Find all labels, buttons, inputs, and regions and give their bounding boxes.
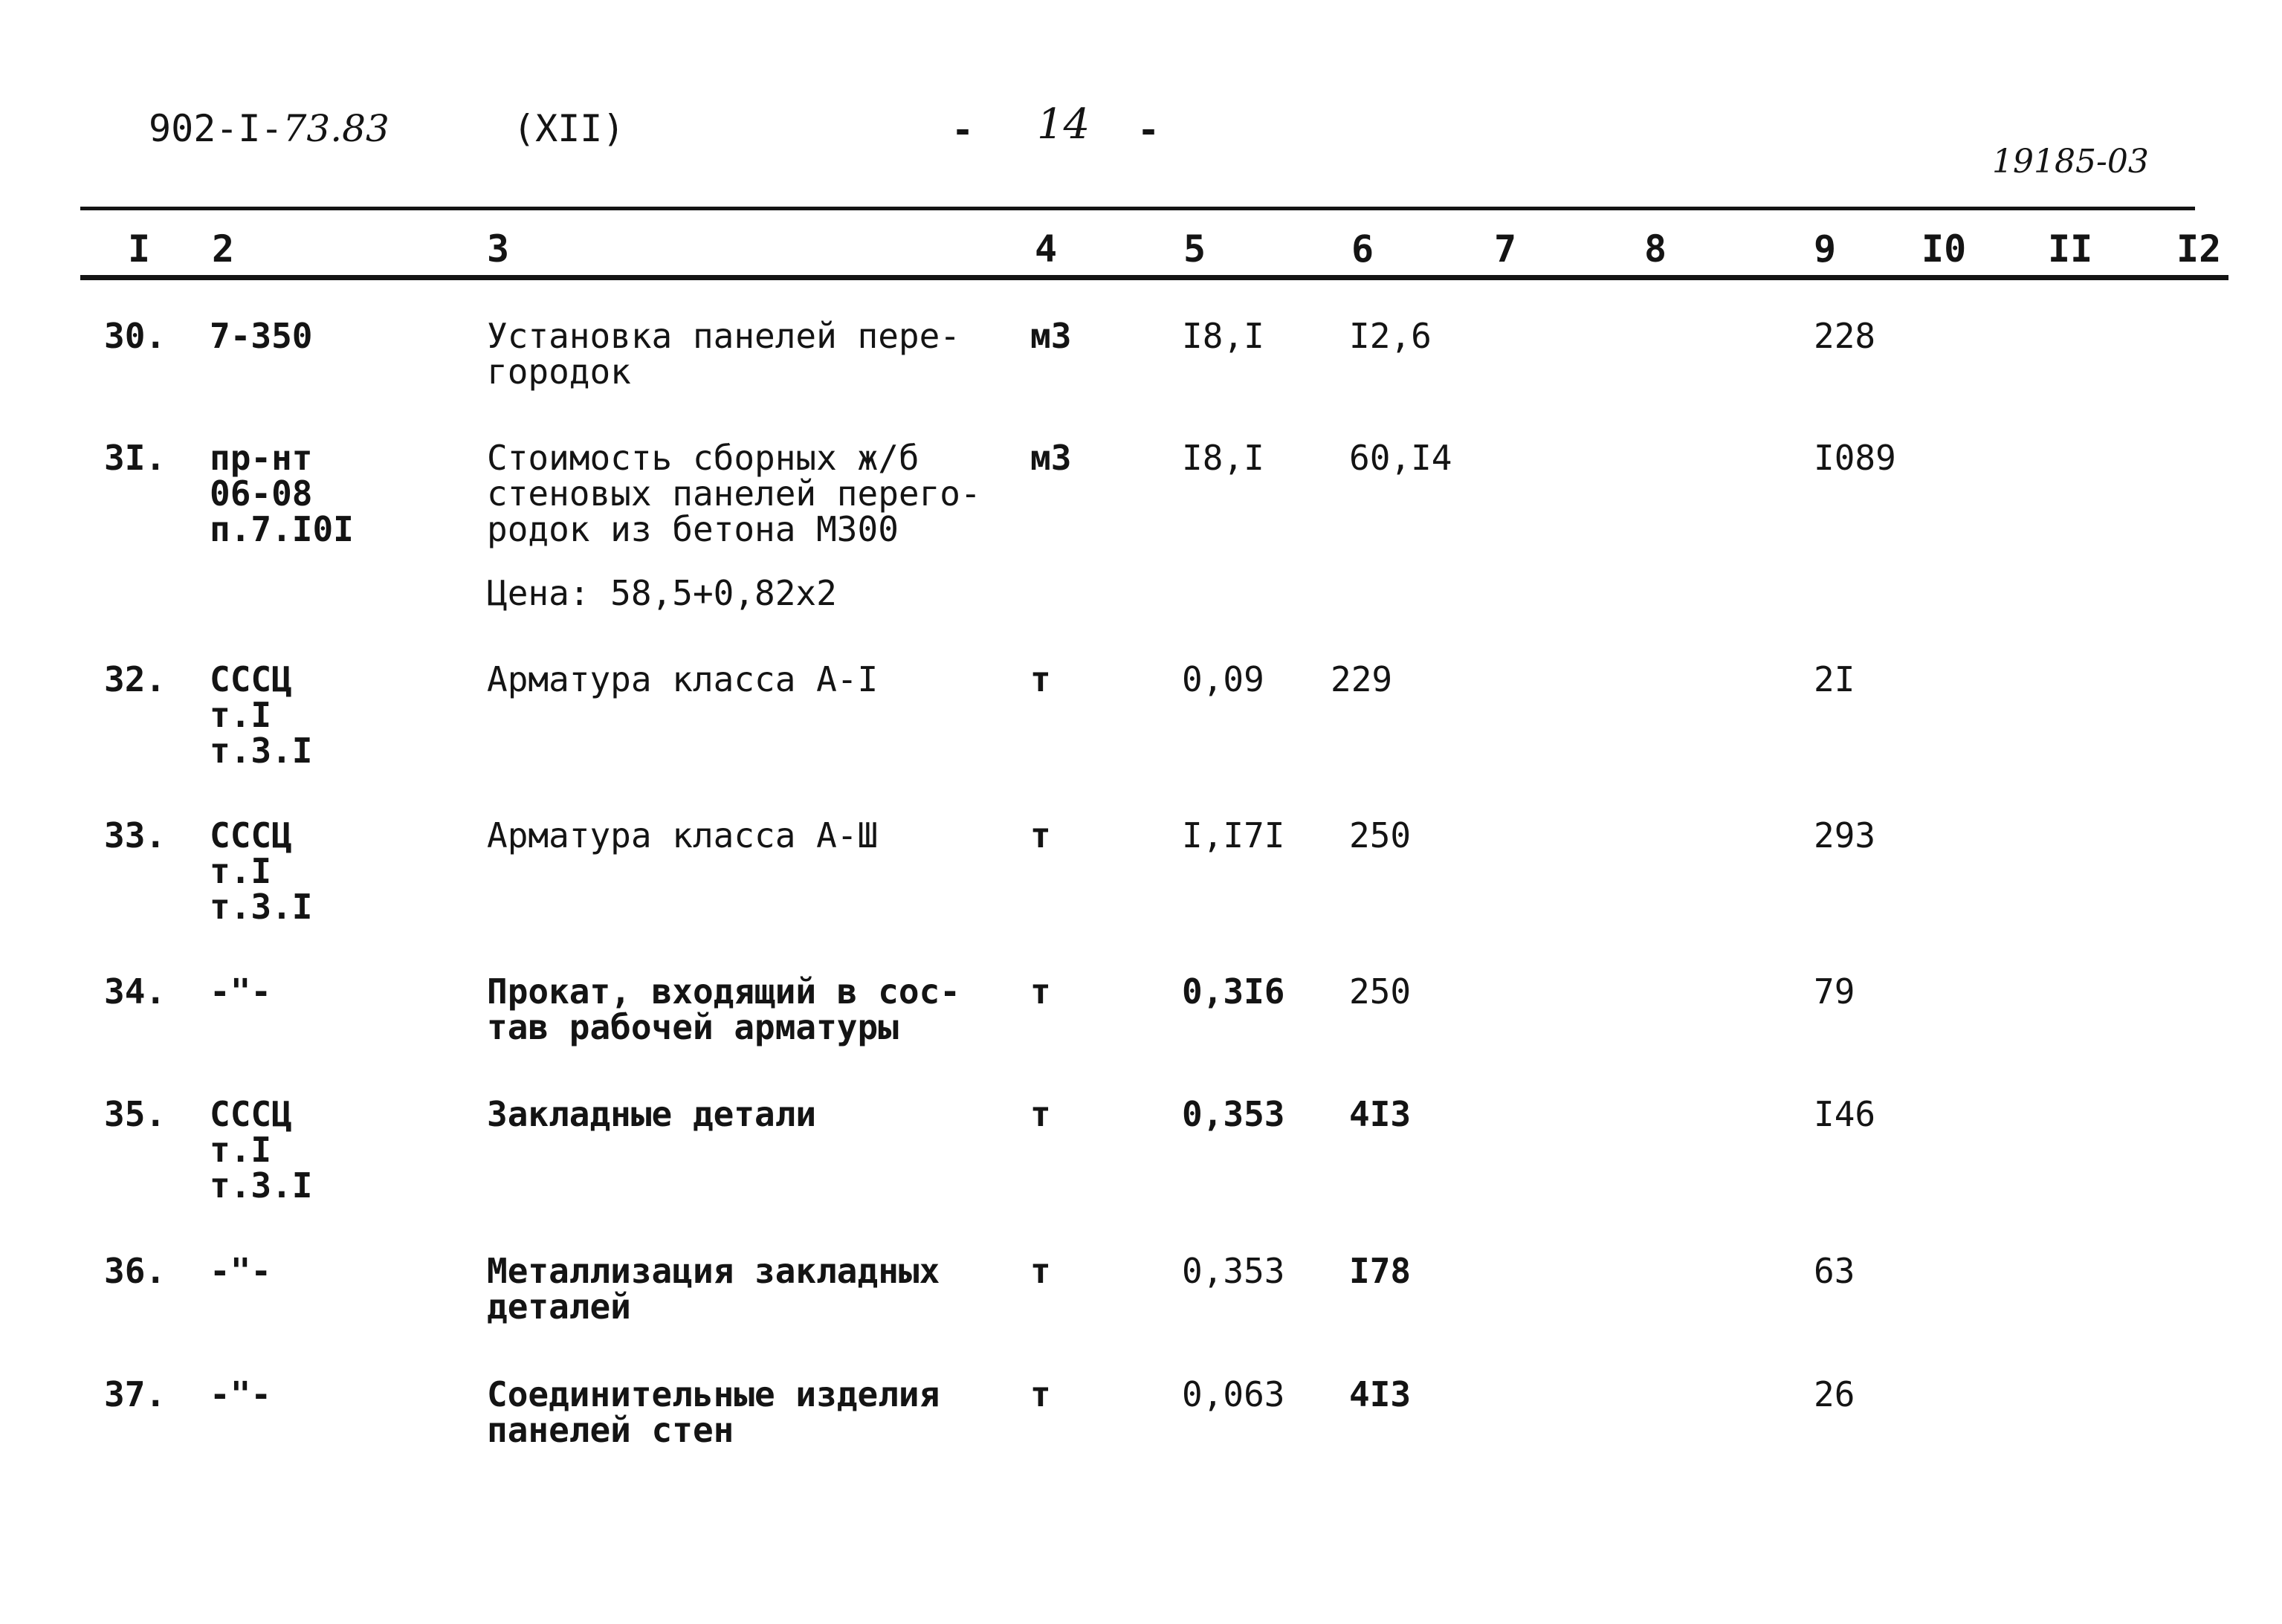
quantity: 0,063: [1182, 1374, 1285, 1414]
unit: м3: [1030, 316, 1072, 356]
price-note: Цена: 58,5+0,82х2: [487, 573, 837, 613]
quantity: 0,353: [1182, 1251, 1285, 1291]
unit: т: [1030, 815, 1051, 855]
column-header-rule: [80, 275, 2228, 280]
work-description: Соединительные изделия панелей стен: [487, 1374, 940, 1450]
quantity: I8,I: [1182, 438, 1264, 478]
row-number: 37.: [104, 1374, 167, 1414]
total-cost: 293: [1814, 815, 1876, 855]
norm-code: 7-350: [210, 316, 313, 356]
unit-price: 4I3: [1349, 1374, 1412, 1414]
row-number: 3I.: [104, 438, 167, 478]
total-cost: 2I: [1814, 659, 1855, 699]
work-description: Арматура класса А-I: [487, 659, 879, 699]
quantity: 0,09: [1182, 659, 1264, 699]
total-cost: 79: [1814, 971, 1855, 1012]
unit: т: [1030, 1251, 1051, 1291]
quantity: 0,353: [1182, 1094, 1285, 1134]
total-cost: I089: [1814, 438, 1896, 478]
unit: т: [1030, 971, 1051, 1012]
unit: т: [1030, 659, 1051, 699]
row-number: 33.: [104, 815, 167, 855]
unit: м3: [1030, 438, 1072, 478]
norm-code: СССЦ т.I т.3.I: [210, 815, 313, 927]
column-header: 3: [487, 227, 510, 271]
column-header: 7: [1494, 227, 1517, 271]
total-cost: I46: [1814, 1094, 1876, 1134]
unit: т: [1030, 1374, 1051, 1414]
page-dash-right: -: [1137, 109, 1160, 152]
work-description: Прокат, входящий в сос- тав рабочей арматуры: [487, 971, 960, 1047]
total-cost: 26: [1814, 1374, 1855, 1414]
row-number: 32.: [104, 659, 167, 699]
column-header: 8: [1644, 227, 1667, 271]
unit-price: I78: [1349, 1251, 1412, 1291]
unit-price: 4I3: [1349, 1094, 1412, 1134]
doc-number-printed: 902-I-: [149, 107, 283, 150]
table-top-rule: [80, 207, 2195, 210]
work-description: Стоимость сборных ж/б стеновых панелей перего- родок из бетона М300: [487, 438, 981, 549]
unit-price: I2,6: [1349, 316, 1432, 356]
quantity: I,I7I: [1182, 815, 1285, 855]
unit-price: 250: [1349, 971, 1412, 1012]
section-label: (XII): [513, 107, 625, 150]
row-number: 34.: [104, 971, 167, 1012]
work-description: Закладные детали: [487, 1094, 817, 1134]
page-number: 14: [1037, 100, 1090, 149]
archive-stamp: 19185-03: [1992, 143, 2149, 181]
work-description: Металлизация закладных деталей: [487, 1251, 940, 1327]
column-header: I2: [2176, 227, 2222, 271]
doc-number-handwritten: 73.83: [282, 107, 390, 150]
total-cost: 63: [1814, 1251, 1855, 1291]
norm-code: -"-: [210, 971, 272, 1012]
row-number: 36.: [104, 1251, 167, 1291]
norm-code: -"-: [210, 1374, 272, 1414]
column-header: I0: [1921, 227, 1967, 271]
quantity: I8,I: [1182, 316, 1264, 356]
column-header: 5: [1183, 227, 1206, 271]
column-header: 6: [1351, 227, 1374, 271]
column-header: 2: [212, 227, 235, 271]
row-number: 30.: [104, 316, 167, 356]
unit: т: [1030, 1094, 1051, 1134]
page-dash-left: -: [951, 109, 974, 152]
total-cost: 228: [1814, 316, 1876, 356]
norm-code: СССЦ т.I т.3.I: [210, 659, 313, 771]
column-header: II: [2048, 227, 2093, 271]
norm-code: СССЦ т.I т.3.I: [210, 1094, 313, 1206]
norm-code: -"-: [210, 1251, 272, 1291]
work-description: Арматура класса А-Ш: [487, 815, 879, 855]
unit-price: 229: [1331, 659, 1393, 699]
doc-number: [149, 107, 390, 150]
column-header: 9: [1814, 227, 1837, 271]
quantity: 0,3I6: [1182, 971, 1285, 1012]
norm-code: пр-нт 06-08 п.7.I0I: [210, 438, 354, 549]
unit-price: 250: [1349, 815, 1412, 855]
column-header: 4: [1035, 227, 1058, 271]
work-description: Установка панелей пере- городок: [487, 316, 960, 392]
row-number: 35.: [104, 1094, 167, 1134]
unit-price: 60,I4: [1349, 438, 1452, 478]
column-header: I: [128, 227, 151, 271]
